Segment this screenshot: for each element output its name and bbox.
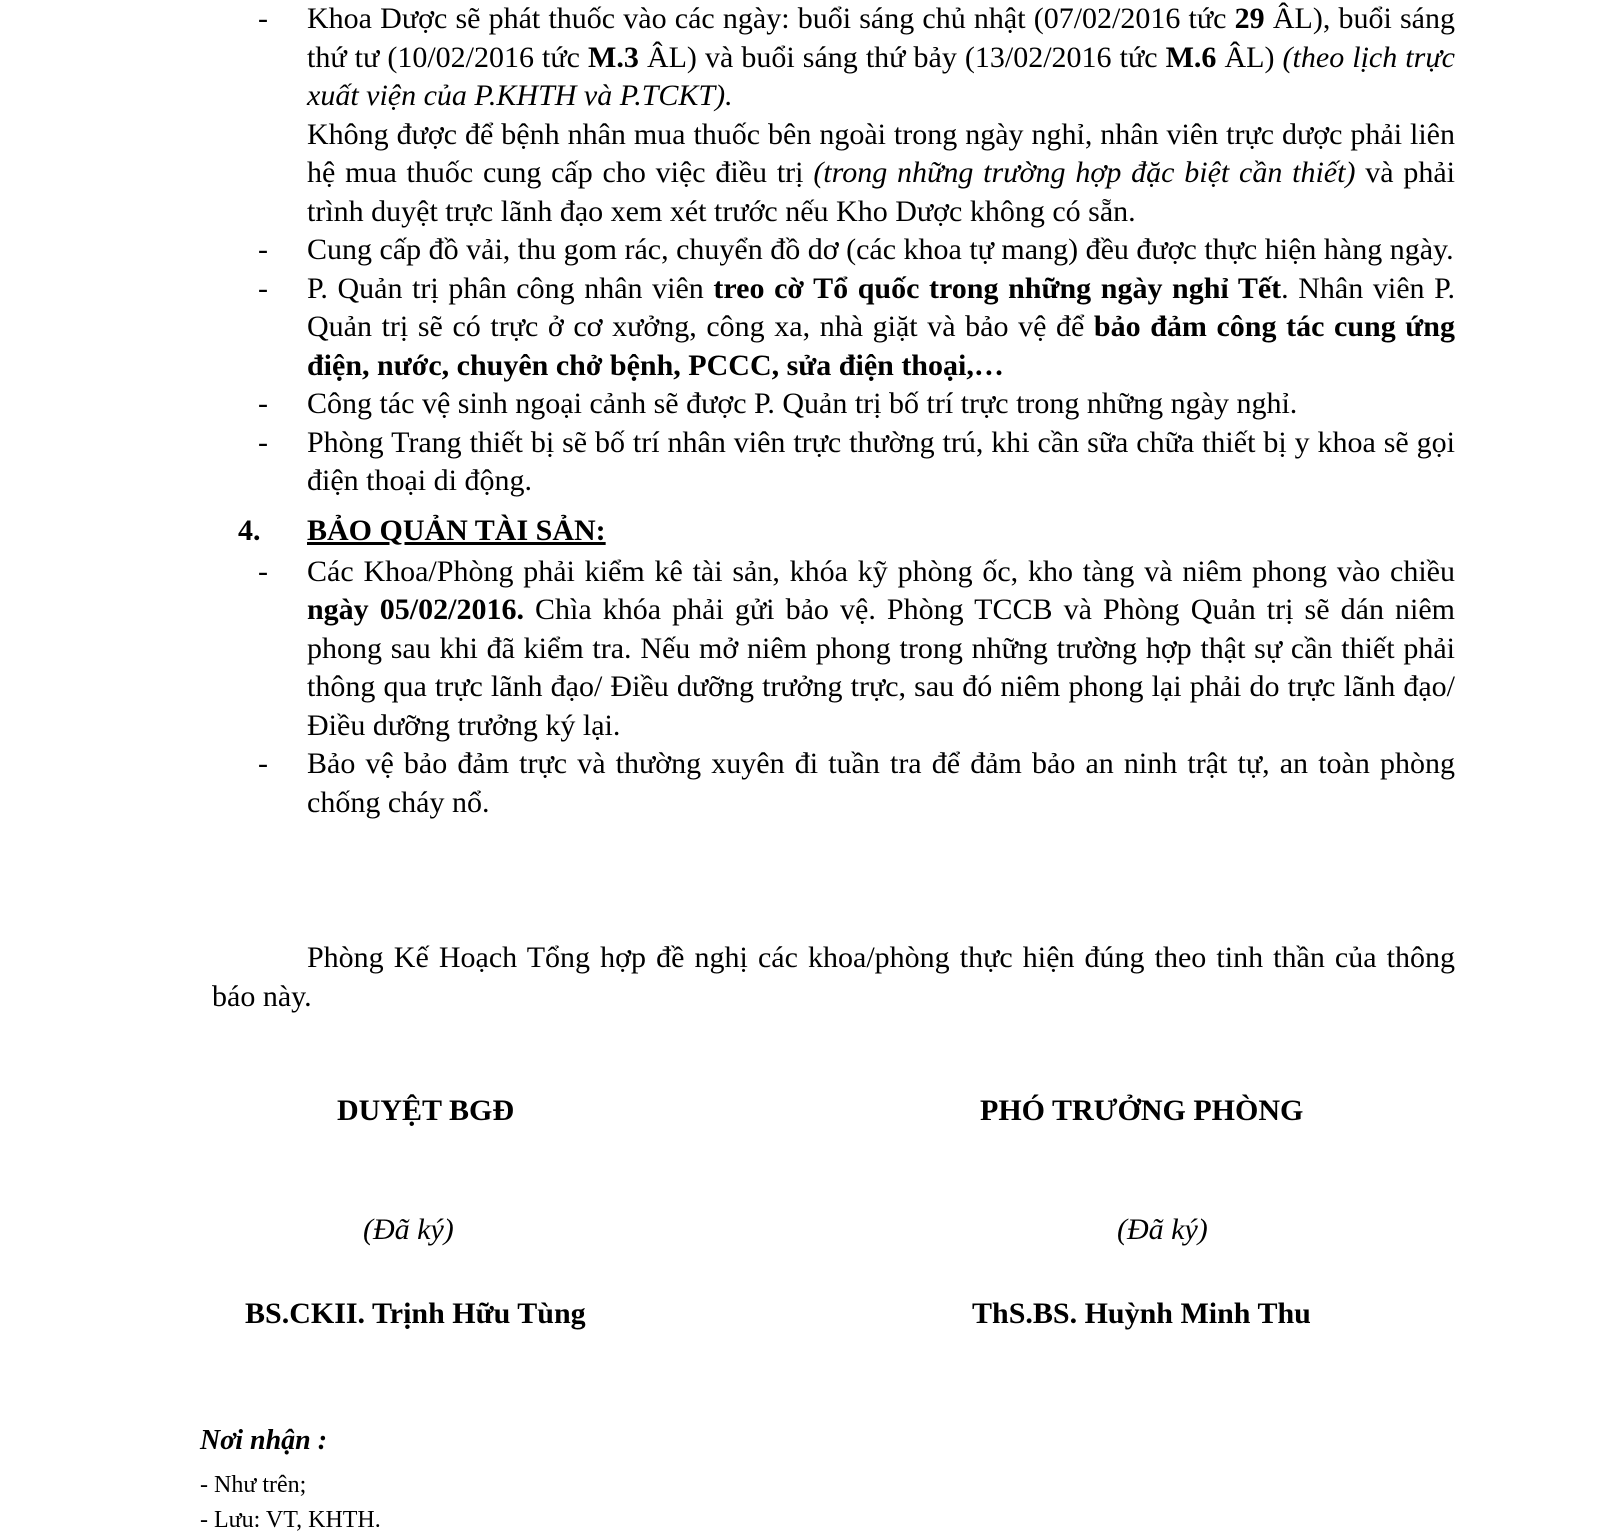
text-segment: ngày 05/02/2016. [307, 593, 524, 626]
bullet-list-top [0, 0, 1600, 501]
text-segment: Không được để bệnh nhân mua thuốc bên ngoài trong ngày nghỉ, nhân viên trực dược phải liên hệ mua thuốc cung cấp cho việc điều trị [307, 117, 1455, 189]
section-4-heading [0, 511, 1600, 553]
section-number: 4. [238, 513, 261, 547]
list-item-text [307, 385, 1455, 424]
list-item-text [307, 553, 1455, 746]
text-segment: Phòng Trang thiết bị sẽ bố trí nhân viên trực thường trú, khi cần sữa chữa thiết bị y khoa sẽ gọi điện thoại di động. [307, 425, 1455, 497]
list-item-text [307, 745, 1455, 822]
list-item-text [307, 0, 1455, 116]
text-segment: M.6 [1165, 40, 1217, 74]
text-segment: ÂL) [1216, 40, 1283, 74]
bullet-dash: - [258, 271, 268, 305]
closing-paragraph: Phòng Kế Hoạch Tổng hợp đề nghị các khoa/phòng thực hiện đúng theo tinh thần của thông báo này. [212, 941, 1455, 1013]
text-segment: M.3 [588, 40, 639, 74]
recipients-label: Nơi nhận : [200, 1425, 328, 1456]
text-segment: (trong những trường hợp đặc biệt cần thiết) [813, 156, 1356, 189]
section-title: BẢO QUẢN TÀI SẢN: [307, 513, 606, 547]
list-item [0, 0, 1600, 116]
text-segment: ÂL), buổi sáng thứ tư (10/02/2016 tức [307, 2, 1455, 74]
list-item [0, 745, 1600, 822]
text-segment: treo cờ Tổ quốc trong những ngày nghỉ Tết [713, 271, 1282, 305]
signature-right-signed: (Đã ký) [1117, 1213, 1208, 1246]
bullet-list-section-4 [0, 553, 1600, 823]
bullet-dash: - [258, 233, 268, 266]
text-segment: Khoa Dược sẽ phát thuốc vào các ngày: buổi sáng chủ nhật (07/02/2016 tức [307, 2, 1235, 35]
text-segment: . Nhân viên P. Quản trị sẽ có trực ở cơ xưởng, công xa, nhà giặt và bảo vệ để [307, 271, 1455, 343]
text-segment: 29 [1234, 2, 1265, 35]
bullet-dash: - [258, 2, 268, 35]
list-item [0, 116, 1600, 232]
recipient-item: - Lưu: VT, KHTH. [200, 1507, 381, 1533]
list-item [0, 231, 1600, 270]
list-item [0, 385, 1600, 424]
bullet-dash: - [258, 554, 268, 588]
text-segment: bảo đảm công tác cung ứng điện, nước, chuyên chở bệnh, PCCC, sửa điện thoại,… [307, 310, 1455, 382]
text-segment: Cung cấp đồ vải, thu gom rác, chuyển đồ dơ (các khoa tự mang) đều được thực hiện hàng ngày. [307, 233, 1454, 266]
list-item [0, 270, 1600, 386]
bullet-dash: - [258, 747, 268, 780]
text-segment: Các Khoa/Phòng phải kiểm kê tài sản, khóa kỹ phòng ốc, kho tàng và niêm phong vào chiều [307, 554, 1455, 588]
text-segment: Chìa khóa phải gửi bảo vệ. Phòng TCCB và Phòng Quản trị sẽ dán niêm phong sau khi đã kiểm tra. Nếu mở niêm phong trong những trường hợp thật sự cần thiết phải thông qua trực lãnh đạo/ Điều dưỡng trưởng trực, sau đó niêm phong lại phải do trực lãnh đạo/ Điều dưỡng trưởng ký lại. [307, 593, 1456, 742]
list-item-text [307, 270, 1455, 386]
text-segment: P. Quản trị phân công nhân viên [307, 271, 714, 305]
text-segment: và phải trình duyệt trực lãnh đạo xem xét trước nếu Kho Dược không có sẵn. [307, 156, 1456, 228]
bullet-dash: - [258, 425, 268, 459]
signature-left-title: DUYỆT BGĐ [337, 1094, 514, 1127]
text-segment: Bảo vệ bảo đảm trực và thường xuyên đi tuần tra để đảm bảo an ninh trật tự, an toàn phòng chống cháy nổ. [307, 747, 1455, 819]
list-item-text [307, 231, 1455, 270]
text-segment: Công tác vệ sinh ngoại cảnh sẽ được P. Quản trị bố trí trực trong những ngày nghỉ. [307, 387, 1298, 420]
recipient-item: - Như trên; [200, 1472, 307, 1498]
signature-left-name: BS.CKII. Trịnh Hữu Tùng [245, 1297, 586, 1330]
signature-right-title: PHÓ TRƯỞNG PHÒNG [980, 1094, 1304, 1127]
bullet-dash: - [258, 387, 268, 420]
text-segment: ÂL) và buổi sáng thứ bảy (13/02/2016 tức [638, 40, 1166, 74]
text-segment: (theo lịch trực xuất viện của P.KHTH và P.TCKT). [307, 40, 1455, 112]
signature-right-name: ThS.BS. Huỳnh Minh Thu [972, 1297, 1311, 1330]
list-item [0, 553, 1600, 746]
list-item [0, 424, 1600, 501]
list-item-text [307, 116, 1455, 232]
signature-left-signed: (Đã ký) [363, 1213, 454, 1246]
list-item-text [307, 424, 1455, 501]
